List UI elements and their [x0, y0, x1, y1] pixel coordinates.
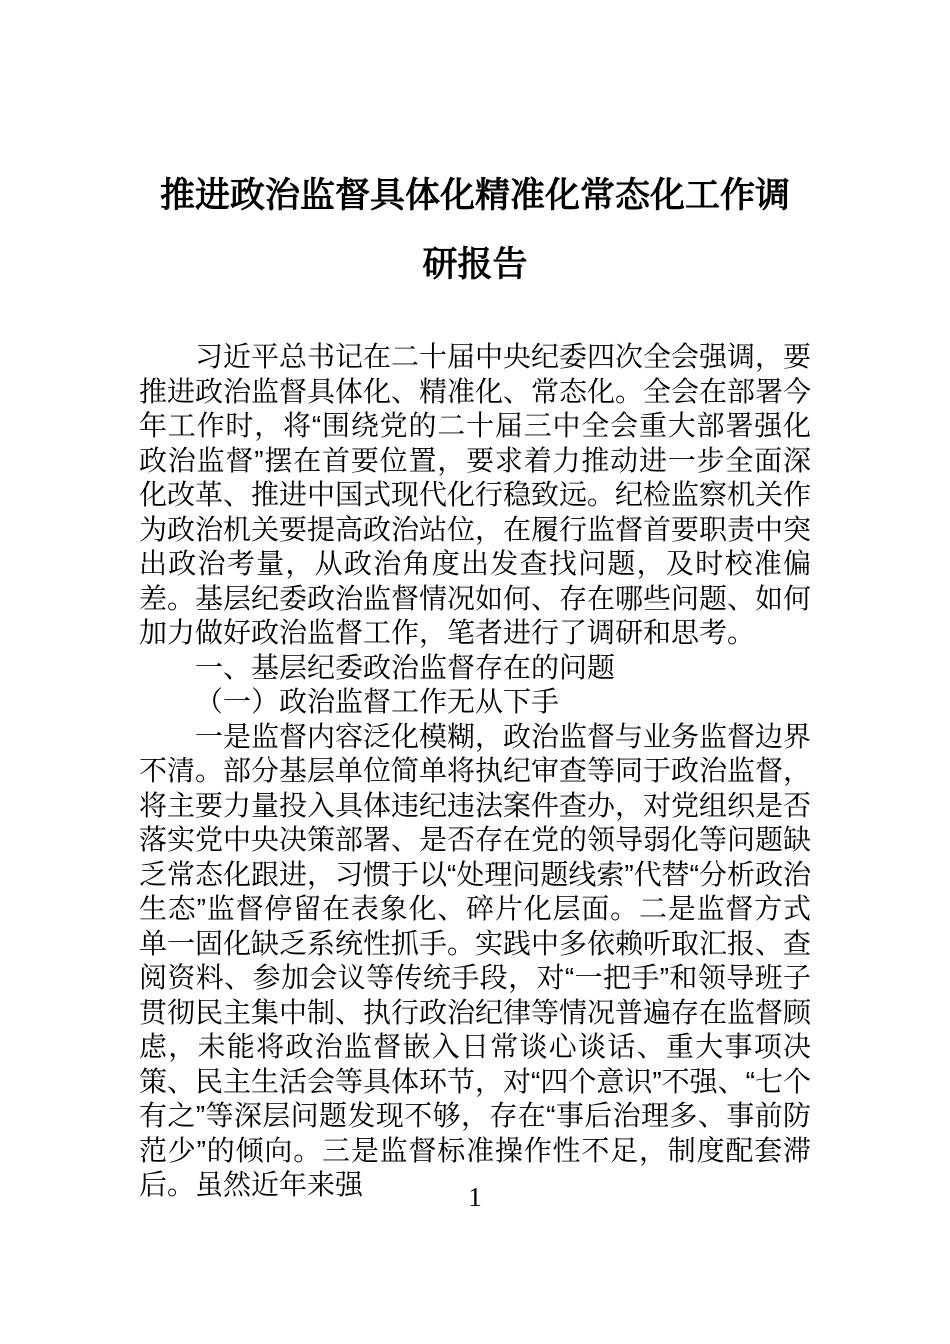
section-heading: 一、基层纪委政治监督存在的问题: [195, 651, 616, 683]
subsection-heading: （一）政治监督工作无从下手: [195, 686, 560, 717]
paragraph-problems: 一是监督内容泛化模糊，政治监督与业务监督边界不清。部分基层单位简单将执纪审查等同于政治监督，将主要力量投入具体违纪违法案件查办，对党组织是否落实党中央决策部署、是否存在党的领导弱化等问题缺乏常态化跟进，习惯于以“处理问题线索”代替“分析政治生态”监督停留在表象化、碎片化层面。二是监督方式单一固化缺乏系统性抓手。实践中多依赖听取汇报、查阅资料、参加会议等传统手段，对“一把手”和领导班子贯彻民主集中制、执行政治纪律等情况普遍存在监督顾虑，未能将政治监督嵌入日常谈心谈话、重大事项决策、民主生活会等具体环节，对“四个意识”不强、“七个有之”等深层问题发现不够，存在“事后治理多、事前防范少”的倾向。三是监督标准操作性不足，制度配套滞后。虽然近年来强: [139, 720, 812, 1200]
page-number: 1: [468, 1182, 482, 1212]
document-body: [139, 340, 811, 1203]
document-title: 推进政治监督具体化精准化常态化工作调研报告: [159, 176, 790, 284]
paragraph-intro: 习近平总书记在二十届中央纪委四次全会强调，要推进政治监督具体化、精准化、常态化。全会在部署今年工作时，将“围绕党的二十届三中全会重大部署强化政治监督”摆在首要位置，要求着力推动进一步全面深化改革、推进中国式现代化行稳致远。纪检监察机关作为政治机关要提高政治站位，在履行监督首要职责中突出政治考量，从政治角度出发查找问题，及时校准偏差。基层纪委政治监督情况如何、存在哪些问题、如何加力做好政治监督工作，笔者进行了调研和思考。: [139, 341, 812, 648]
